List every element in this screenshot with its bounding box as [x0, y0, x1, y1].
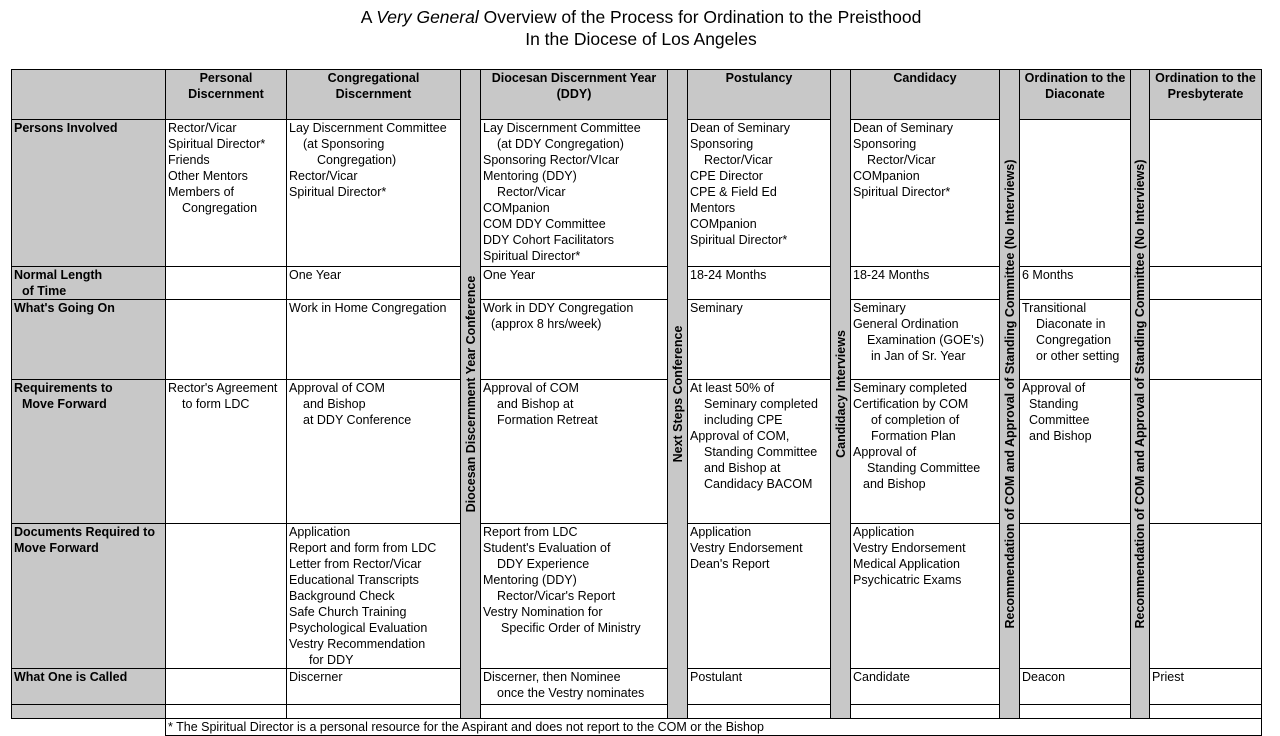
cell-line: Report from LDC	[483, 525, 578, 539]
cell-line: Vestry Endorsement	[690, 541, 803, 555]
cell-line: Report and form from LDC	[289, 541, 437, 555]
cell-docs-postulancy	[688, 524, 831, 669]
cell-line: Standing Committee	[704, 445, 818, 459]
cell-called-postulancy	[688, 669, 831, 705]
header-presbyterate: Ordination to the Presbyterate	[1150, 70, 1262, 120]
cell-line: Work in DDY Congregation	[483, 301, 634, 315]
cell-line: CPE Director	[690, 169, 763, 183]
cell-line: in Jan of Sr. Year	[871, 349, 966, 363]
cell-line: Formation Plan	[871, 429, 956, 443]
cell-line: Spiritual Director*	[853, 185, 951, 199]
cell-line: Seminary	[853, 301, 906, 315]
cell-line: once the Vestry nominates	[497, 686, 645, 700]
row-normal-length	[12, 267, 1262, 300]
cell-line: Educational Transcripts	[289, 573, 419, 587]
cell-length-ddy: One Year	[481, 267, 668, 300]
cell-docs-ddy	[481, 524, 668, 669]
title-prefix: A	[360, 7, 377, 27]
cell-length-personal	[166, 267, 287, 300]
cell-line: Candidate	[853, 670, 910, 684]
cell-line: Congregation	[1036, 333, 1112, 347]
cell-line: Standing Committee	[867, 461, 981, 475]
cell-line: Seminary	[690, 301, 743, 315]
cell-called-personal	[166, 669, 287, 705]
cell-line: Candidacy BACOM	[704, 477, 813, 491]
cell-line: or other setting	[1036, 349, 1120, 363]
cell-line: Vestry Recommendation	[289, 637, 426, 651]
corner-cell	[12, 70, 166, 120]
cell-line: Spiritual Director*	[690, 233, 788, 247]
cell-line: Safe Church Training	[289, 605, 407, 619]
cell-going-presbyterate	[1150, 300, 1262, 380]
cell-going-ddy	[481, 300, 668, 380]
cell-line: and Bishop	[863, 477, 926, 491]
cell-line: Work in Home Congregation	[289, 301, 447, 315]
cell-req-postulancy	[688, 380, 831, 524]
cell-req-ddy	[481, 380, 668, 524]
cell-line: Mentoring (DDY)	[483, 573, 577, 587]
header-congregational: Congregational Discernment	[287, 70, 461, 120]
cell-persons-personal	[166, 120, 287, 267]
cell-line: At least 50% of	[690, 381, 775, 395]
cell-line: Rector/Vicar's Report	[497, 589, 616, 603]
row-label-requirements	[12, 380, 166, 524]
cell-line: Lay Discernment Committee	[289, 121, 447, 135]
cell-line: General Ordination	[853, 317, 959, 331]
row-persons-involved	[12, 120, 1262, 267]
cell-line: Approval of	[853, 445, 917, 459]
separator-label: Next Steps Conference	[670, 325, 685, 463]
separator-next-steps	[668, 70, 688, 719]
cell-line: and Bishop	[1029, 429, 1092, 443]
separator-ddy-conference	[461, 70, 481, 719]
cell-line: at DDY Conference	[303, 413, 412, 427]
cell-line: Transitional	[1022, 301, 1087, 315]
header-personal: Personal Discernment	[166, 70, 287, 120]
cell-line: CPE & Field Ed	[690, 185, 777, 199]
cell-req-presbyterate	[1150, 380, 1262, 524]
cell-req-personal	[166, 380, 287, 524]
cell-line: Specific Order of Ministry	[501, 621, 641, 635]
spacer-label	[12, 705, 166, 719]
cell-line: Postulant	[690, 670, 743, 684]
cell-line: Student's Evaluation of	[483, 541, 611, 555]
row-label-line: Documents Required to	[14, 525, 155, 539]
cell-line: Psychicatric Exams	[853, 573, 962, 587]
cell-called-congregational	[287, 669, 461, 705]
cell-line: Standing	[1029, 397, 1079, 411]
cell-line: Mentors	[690, 201, 736, 215]
cell-length-presbyterate	[1150, 267, 1262, 300]
cell-docs-diaconate	[1020, 524, 1131, 669]
row-label-documents	[12, 524, 166, 669]
separator-label: Recommendation of COM and Approval of Standing Committee (No Interviews)	[1002, 159, 1017, 629]
cell-line: Application	[853, 525, 915, 539]
cell-line: Examination (GOE's)	[867, 333, 985, 347]
cell-line: Rector/Vicar	[168, 121, 237, 135]
cell-line: COMpanion	[483, 201, 550, 215]
header-diaconate: Ordination to the Diaconate	[1020, 70, 1131, 120]
cell-req-congregational	[287, 380, 461, 524]
cell-line: of completion of	[871, 413, 960, 427]
cell-line: Mentoring (DDY)	[483, 169, 577, 183]
header-candidacy: Candidacy	[851, 70, 1000, 120]
cell-line: COM DDY Committee	[483, 217, 606, 231]
header-postulancy: Postulancy	[688, 70, 831, 120]
row-label-line: Move Forward	[14, 541, 99, 555]
row-label-going-on: What's Going On	[12, 300, 166, 380]
cell-going-candidacy	[851, 300, 1000, 380]
row-whats-going-on	[12, 300, 1262, 380]
cell-line: for DDY	[309, 653, 354, 667]
cell-line: Seminary completed	[704, 397, 818, 411]
spacer-cell	[1020, 705, 1131, 719]
title-emphasis: Very General	[376, 7, 479, 27]
row-label-line: Normal Length	[14, 268, 103, 282]
cell-docs-candidacy	[851, 524, 1000, 669]
cell-line: Other Mentors	[168, 169, 248, 183]
cell-line: Rector/Vicar	[289, 169, 358, 183]
cell-docs-congregational	[287, 524, 461, 669]
cell-line: Discerner	[289, 670, 343, 684]
row-label-line: Move Forward	[22, 397, 107, 411]
row-requirements	[12, 380, 1262, 524]
cell-called-ddy	[481, 669, 668, 705]
cell-line: Vestry Nomination for	[483, 605, 603, 619]
page-title	[0, 6, 1280, 50]
cell-persons-postulancy	[688, 120, 831, 267]
ordination-process-table	[11, 69, 1262, 736]
cell-line: Application	[289, 525, 351, 539]
cell-called-presbyterate	[1150, 669, 1262, 705]
cell-line: (at Sponsoring	[303, 137, 385, 151]
cell-line: Seminary completed	[853, 381, 967, 395]
cell-line: Application	[690, 525, 752, 539]
spacer-cell	[851, 705, 1000, 719]
cell-length-congregational: One Year	[287, 267, 461, 300]
cell-line: and Bishop	[303, 397, 366, 411]
cell-line: Psychological Evaluation	[289, 621, 428, 635]
cell-line: including CPE	[704, 413, 783, 427]
separator-com-standing-2	[1131, 70, 1150, 719]
cell-persons-diaconate	[1020, 120, 1131, 267]
cell-line: Spiritual Director*	[483, 249, 581, 263]
row-label-length	[12, 267, 166, 300]
cell-line: Approval of COM,	[690, 429, 790, 443]
cell-line: Deacon	[1022, 670, 1066, 684]
cell-line: Congregation	[182, 201, 258, 215]
cell-line: Certification by COM	[853, 397, 969, 411]
separator-label: Diocesan Discernment Year Conference	[463, 275, 478, 513]
cell-line: COMpanion	[690, 217, 757, 231]
cell-line: Lay Discernment Committee	[483, 121, 641, 135]
cell-line: Dean of Seminary	[690, 121, 791, 135]
cell-line: Medical Application	[853, 557, 961, 571]
spacer-cell	[481, 705, 668, 719]
cell-line: (approx 8 hrs/week)	[491, 317, 602, 331]
cell-req-candidacy	[851, 380, 1000, 524]
cell-line: Dean's Report	[690, 557, 770, 571]
row-what-called	[12, 669, 1262, 705]
cell-persons-candidacy	[851, 120, 1000, 267]
row-spacer	[12, 705, 1262, 719]
cell-going-diaconate	[1020, 300, 1131, 380]
cell-line: Formation Retreat	[497, 413, 598, 427]
cell-line: (at DDY Congregation)	[497, 137, 624, 151]
spacer-cell	[287, 705, 461, 719]
cell-length-diaconate: 6 Months	[1020, 267, 1131, 300]
footnote: * The Spiritual Director is a personal resource for the Aspirant and does not report to the COM or the Bishop	[166, 719, 1262, 736]
cell-going-personal	[166, 300, 287, 380]
cell-line: Rector/Vicar	[497, 185, 566, 199]
cell-persons-presbyterate	[1150, 120, 1262, 267]
row-label-called: What One is Called	[12, 669, 166, 705]
cell-line: Dean of Seminary	[853, 121, 954, 135]
cell-line: Priest	[1152, 670, 1184, 684]
cell-line: Sponsoring	[690, 137, 754, 151]
cell-line: and Bishop at	[704, 461, 781, 475]
cell-line: Members of	[168, 185, 234, 199]
cell-line: Committee	[1029, 413, 1090, 427]
cell-line: Rector's Agreement	[168, 381, 278, 395]
cell-line: Approval of COM	[289, 381, 385, 395]
spacer-cell	[166, 705, 287, 719]
cell-line: Rector/Vicar	[704, 153, 773, 167]
spacer-cell	[688, 705, 831, 719]
cell-line: Spiritual Director*	[168, 137, 266, 151]
cell-line: Friends	[168, 153, 210, 167]
row-footnote	[12, 719, 1262, 736]
row-label-line: Requirements to	[14, 381, 113, 395]
cell-persons-congregational	[287, 120, 461, 267]
row-label-line: of Time	[22, 284, 67, 298]
cell-line: Approval of	[1022, 381, 1086, 395]
cell-line: to form LDC	[182, 397, 250, 411]
footnote-blank	[12, 719, 166, 736]
cell-line: DDY Experience	[497, 557, 590, 571]
cell-docs-presbyterate	[1150, 524, 1262, 669]
cell-line: Approval of COM	[483, 381, 579, 395]
cell-line: DDY Cohort Facilitators	[483, 233, 615, 247]
cell-called-diaconate	[1020, 669, 1131, 705]
spacer-cell	[1150, 705, 1262, 719]
cell-line: Discerner, then Nominee	[483, 670, 621, 684]
cell-length-candidacy: 18-24 Months	[851, 267, 1000, 300]
cell-going-congregational	[287, 300, 461, 380]
cell-length-postulancy: 18-24 Months	[688, 267, 831, 300]
cell-called-candidacy	[851, 669, 1000, 705]
cell-line: Letter from Rector/Vicar	[289, 557, 422, 571]
cell-docs-personal	[166, 524, 287, 669]
cell-line: and Bishop at	[497, 397, 574, 411]
cell-line: COMpanion	[853, 169, 920, 183]
cell-line: Background Check	[289, 589, 395, 603]
separator-label: Recommendation of COM and Approval of Standing Committee (No Interviews)	[1133, 159, 1147, 629]
separator-candidacy-interviews	[831, 70, 851, 719]
cell-line: Spiritual Director*	[289, 185, 387, 199]
cell-line: Congregation)	[317, 153, 397, 167]
cell-going-postulancy	[688, 300, 831, 380]
separator-com-standing-1	[1000, 70, 1020, 719]
cell-line: Diaconate in	[1036, 317, 1106, 331]
header-row	[12, 70, 1262, 120]
separator-label: Candidacy Interviews	[833, 330, 848, 458]
row-documents	[12, 524, 1262, 669]
cell-line: Sponsoring	[853, 137, 917, 151]
title-subtitle: In the Diocese of Los Angeles	[525, 29, 757, 49]
cell-line: Rector/Vicar	[867, 153, 936, 167]
title-suffix: Overview of the Process for Ordination to the Preisthood	[478, 7, 922, 27]
cell-persons-ddy	[481, 120, 668, 267]
cell-req-diaconate	[1020, 380, 1131, 524]
row-label-persons: Persons Involved	[12, 120, 166, 267]
header-ddy: Diocesan Discernment Year (DDY)	[481, 70, 668, 120]
cell-line: Sponsoring Rector/VIcar	[483, 153, 620, 167]
cell-line: Vestry Endorsement	[853, 541, 966, 555]
